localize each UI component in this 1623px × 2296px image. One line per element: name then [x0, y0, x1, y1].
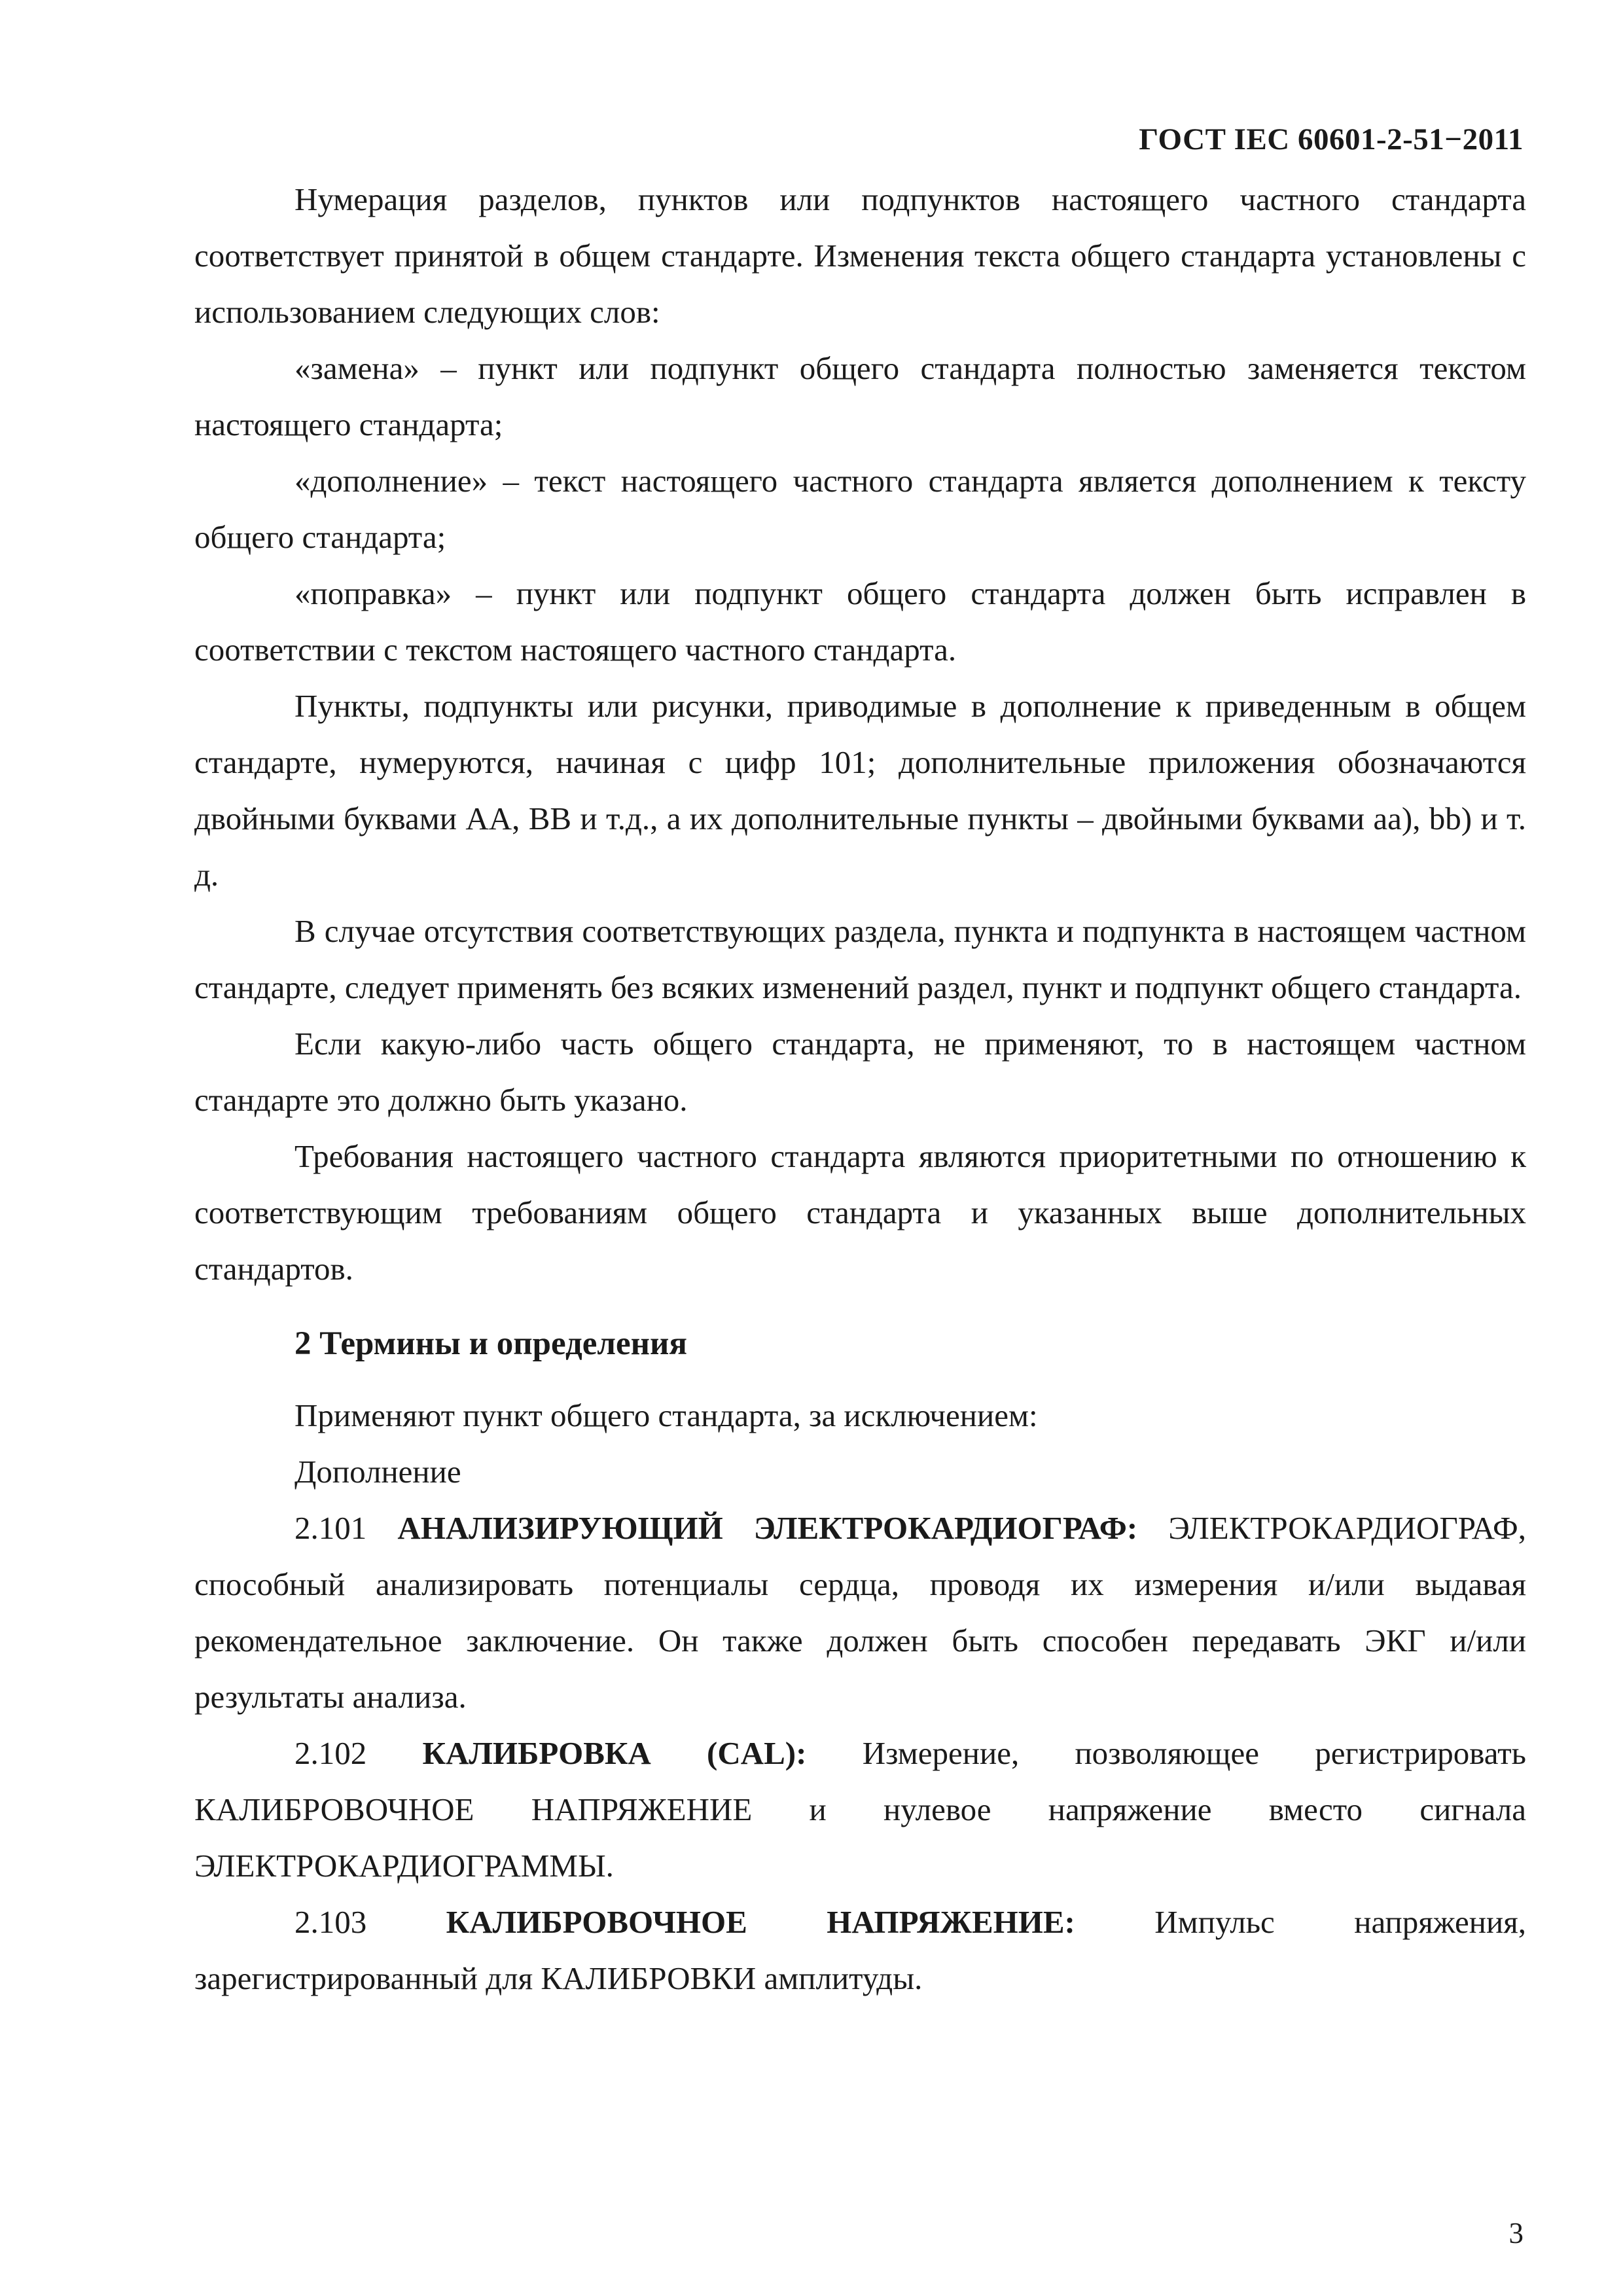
paragraph-addition-label: Дополнение	[294, 1454, 461, 1490]
term-number: 2.101	[294, 1510, 367, 1546]
paragraph-not-applied: Если какую-либо часть общего стандарта, не применяют, то в настоящем частном стандарте это должно быть указано.	[194, 1026, 1526, 1118]
term-name: АНАЛИЗИРУЮЩИЙ ЭЛЕКТРОКАРДИОГРАФ:	[397, 1510, 1138, 1546]
term-name: КАЛИБРОВКА (CAL):	[422, 1735, 807, 1771]
term-definition: Импульс напряжения, зарегистрированный для КАЛИБРОВКИ амплитуды.	[194, 1904, 1527, 1996]
paragraph-replacement: «замена» – пункт или подпункт общего стандарта полностью заменяется текстом настоящего стандарта;	[194, 350, 1526, 442]
paragraph-priority: Требования настоящего частного стандарта являются приоритетными по отношению к соответствующим требованиям общего стандарта и указанных выше дополнительных стандартов.	[194, 1138, 1526, 1287]
section-heading: 2 Термины и определения	[294, 1325, 688, 1362]
standard-header: ГОСТ IEC 60601-2-51−2011	[1139, 122, 1524, 156]
document-body	[194, 171, 1526, 2007]
term-definition: ЭЛЕКТРОКАРДИОГРАФ, способный анализировать потенциалы сердца, проводя их измерения и/или выдавая рекомендательное заключение. Он также должен быть способен передавать ЭКГ и/или результаты анализа.	[194, 1510, 1526, 1715]
paragraph-applies: Применяют пункт общего стандарта, за исключением:	[294, 1397, 1038, 1433]
page-number: 3	[1508, 2217, 1524, 2250]
term-name: КАЛИБРОВОЧНОЕ НАПРЯЖЕНИЕ:	[446, 1904, 1075, 1940]
paragraph-addition: «дополнение» – текст настоящего частного стандарта является дополнением к тексту общего стандарта;	[194, 463, 1526, 555]
term-definition: Измерение, позволяющее регистрировать КАЛИБРОВОЧНОЕ НАПРЯЖЕНИЕ и нулевое напряжение вместо сигнала ЭЛЕКТРОКАРДИОГРАММЫ.	[194, 1735, 1527, 1884]
paragraph-numbering: Нумерация разделов, пунктов или подпунктов настоящего частного стандарта соответствует принятой в общем стандарте. Изменения текста общего стандарта установлены с использованием следующих слов:	[194, 181, 1526, 330]
paragraph-numbering-rules: Пункты, подпункты или рисунки, приводимые в дополнение к приведенным в общем стандарте, нумеруются, начиная с цифр 101; дополнительные приложения обозначаются двойными буквами АА, ВВ и т.д., а их дополнительные пункты – двойными буквами аа), bb) и т. д.	[194, 688, 1526, 893]
term-2-102	[194, 1725, 1526, 1894]
paragraph-absence: В случае отсутствия соответствующих раздела, пункта и подпункта в настоящем частном стандарте, следует применять без всяких изменений раздел, пункт и подпункт общего стандарта.	[194, 913, 1526, 1005]
term-2-103	[194, 1894, 1526, 2007]
term-2-101	[194, 1500, 1526, 1725]
term-number: 2.102	[294, 1735, 367, 1771]
paragraph-correction: «поправка» – пункт или подпункт общего стандарта должен быть исправлен в соответствии с текстом настоящего частного стандарта.	[194, 575, 1526, 668]
term-number: 2.103	[294, 1904, 367, 1940]
